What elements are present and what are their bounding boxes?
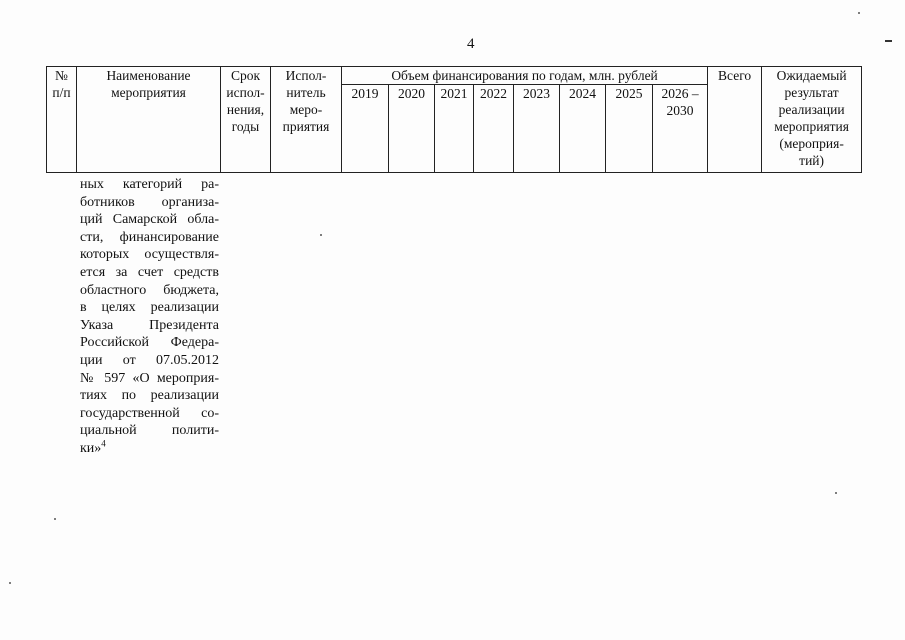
col-funding-header: Объем финансирования по годам, млн. рублей — [342, 67, 708, 85]
scan-artifact — [9, 582, 11, 584]
text-line: ных категорий ра- — [80, 177, 219, 192]
year-header: 2019 — [342, 85, 389, 173]
col-name-header: Наименование мероприятия — [77, 67, 221, 173]
measure-name-continuation — [80, 176, 219, 458]
year-header: 2020 — [389, 85, 435, 173]
text-line: циальной полити- — [80, 423, 219, 439]
year-header: 2024 — [560, 85, 606, 173]
year-header: 2026 – 2030 — [653, 85, 708, 173]
text-line: ций Самарской обла- — [80, 212, 219, 228]
text-line: ции от 07.05.2012 — [80, 352, 219, 368]
scan-artifact — [835, 492, 837, 494]
scan-artifact — [320, 234, 322, 236]
footnote-mark: 4 — [101, 438, 106, 449]
text-line: Указа Президента — [80, 317, 219, 333]
text-line: в целях реализации — [80, 300, 219, 316]
scan-artifact — [885, 40, 892, 42]
scan-artifact — [858, 12, 860, 14]
page-number: 4 — [467, 36, 475, 52]
text-line: которых осуществля- — [80, 247, 219, 263]
text-line: ки» — [80, 440, 102, 456]
year-header: 2022 — [474, 85, 514, 173]
funding-table-header — [46, 66, 862, 173]
col-term-header: Срок испол- нения, годы — [221, 67, 271, 173]
col-total-header: Всего — [708, 67, 762, 173]
text-line: ботников организа- — [80, 194, 219, 210]
col-executor-header: Испол- нитель меро- приятия — [271, 67, 342, 173]
text-line: областного бюджета, — [80, 282, 219, 298]
year-header: 2023 — [514, 85, 560, 173]
text-line: № 597 «О мероприя- — [80, 370, 219, 386]
scan-artifact — [54, 518, 56, 520]
text-line-last — [80, 440, 219, 458]
col-result-header: Ожидаемый результат реализации мероприятия (мероприя- тий) — [762, 67, 862, 173]
year-header: 2025 — [606, 85, 653, 173]
text-line: сти, финансирование — [80, 229, 219, 245]
text-line: тиях по реализации — [80, 388, 219, 404]
col-number-header: № п/п — [47, 67, 77, 173]
year-header: 2021 — [435, 85, 474, 173]
text-line: Российской Федера- — [80, 335, 219, 351]
text-line: ется за счет средств — [80, 264, 219, 280]
text-line: государственной со- — [80, 405, 219, 421]
